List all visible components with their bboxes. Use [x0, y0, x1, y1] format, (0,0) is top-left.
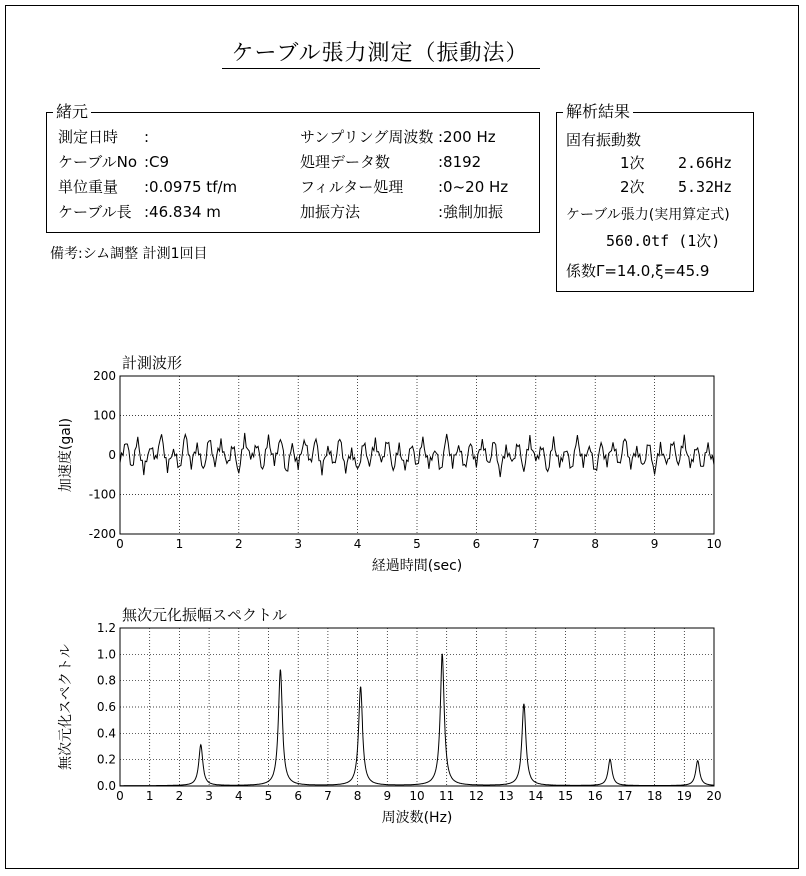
x-tick-label: 7: [531, 537, 540, 551]
spec-label: ケーブル長: [58, 203, 132, 221]
spec-value: :0~20 Hz: [438, 178, 509, 196]
x-tick-label: 6: [294, 789, 303, 803]
x-tick-label: 3: [294, 537, 303, 551]
y-axis-label: 加速度(gal): [58, 417, 74, 493]
x-tick-label: 17: [617, 789, 633, 803]
spec-value: :8192: [438, 153, 482, 171]
spec-value: :: [144, 128, 150, 146]
spectrum-peak-point: [609, 759, 610, 760]
x-tick-label: 0: [116, 537, 124, 551]
spectrum-chart: [0, 614, 806, 854]
spectrum-peak-point: [200, 745, 201, 746]
spectrum-peak-point: [523, 704, 524, 705]
x-tick-label: 6: [472, 537, 481, 551]
x-tick-label: 4: [353, 537, 362, 551]
x-tick-label: 1: [175, 537, 184, 551]
y-tick-label: 0.6: [96, 700, 116, 714]
x-axis-label: 周波数(Hz): [381, 810, 453, 826]
spec-value: :0.0975 tf/m: [144, 178, 238, 196]
x-tick-label: 0: [116, 789, 124, 803]
y-axis-label: 無次元化スペクトル: [58, 644, 74, 770]
x-tick-label: 7: [324, 789, 332, 803]
y-tick-label: 1.2: [96, 621, 116, 635]
y-tick-label: 0.2: [96, 752, 116, 767]
x-tick-label: 10: [409, 789, 425, 803]
spec-label: 加振方法: [300, 203, 361, 221]
results-legend: 解析結果: [563, 102, 633, 122]
waveform-title: 計測波形: [122, 354, 183, 372]
tension-value: 560.0tf (1次): [606, 232, 721, 250]
x-tick-label: 4: [234, 789, 243, 803]
x-tick-label: 14: [528, 789, 544, 803]
spec-value: :強制加振: [438, 203, 504, 221]
spec-value: :46.834 m: [144, 203, 221, 221]
x-tick-label: 10: [706, 537, 722, 551]
x-tick-label: 12: [468, 789, 485, 803]
x-tick-label: 11: [439, 789, 455, 803]
x-tick-label: 20: [706, 789, 722, 803]
x-tick-label: 1: [145, 789, 154, 803]
tension-label: ケーブル張力(実用算定式): [566, 207, 730, 223]
mode-1-value: 2.66Hz: [678, 154, 733, 172]
spec-label: ケーブルNo: [58, 153, 138, 171]
specs-legend: 緒元: [53, 102, 91, 122]
x-tick-label: 2: [234, 537, 243, 551]
y-tick-label: -200: [88, 527, 116, 541]
y-tick-label: -100: [88, 487, 116, 502]
x-tick-label: 13: [498, 789, 514, 803]
y-tick-label: 200: [93, 369, 116, 383]
note: 備考:シム調整 計測1回目: [50, 246, 208, 262]
spec-value: :200 Hz: [438, 128, 496, 146]
x-tick-label: 5: [264, 789, 273, 803]
spec-label: サンプリング周波数: [300, 128, 434, 146]
spec-label: 測定日時: [58, 128, 119, 146]
mode-1-label: 1次: [620, 154, 645, 172]
spectrum-peak-point: [360, 687, 361, 688]
mode-2-value: 5.32Hz: [678, 178, 733, 196]
coefficient: 係数Γ=14.0,ξ=45.9: [566, 262, 710, 280]
report-title: ケーブル張力測定（振動法）: [231, 41, 529, 66]
title-underline: [222, 68, 540, 69]
x-tick-label: 19: [676, 789, 692, 803]
spec-label: フィルター処理: [300, 178, 404, 196]
y-tick-label: 100: [93, 408, 116, 423]
waveform-chart: [0, 362, 806, 582]
spectrum-peak-point: [442, 654, 443, 655]
x-axis-label: 経過時間(sec): [371, 558, 463, 574]
x-tick-label: 3: [205, 789, 213, 803]
natural-freq-label: 固有振動数: [566, 131, 642, 149]
y-tick-label: 0.0: [96, 779, 116, 793]
x-tick-label: 16: [587, 789, 603, 803]
spec-label: 単位重量: [58, 178, 119, 196]
spectrum-title: 無次元化振幅スペクトル: [122, 606, 288, 624]
x-tick-label: 8: [353, 789, 362, 803]
x-tick-label: 5: [413, 537, 421, 551]
mode-2-label: 2次: [620, 178, 645, 196]
x-tick-label: 8: [591, 537, 600, 551]
x-tick-label: 18: [646, 789, 663, 803]
x-tick-label: 2: [175, 789, 184, 803]
spectrum-peak-point: [280, 670, 281, 671]
spec-value: :C9: [144, 153, 170, 171]
x-tick-label: 9: [383, 789, 392, 803]
spectrum-peak-point: [697, 760, 698, 761]
y-tick-label: 0.8: [96, 673, 116, 688]
x-tick-label: 9: [650, 537, 659, 551]
x-tick-label: 15: [557, 789, 574, 803]
y-tick-label: 0.4: [96, 726, 116, 741]
y-tick-label: 1.0: [96, 647, 116, 662]
spec-label: 処理データ数: [300, 153, 391, 171]
y-tick-label: 0: [108, 448, 116, 462]
